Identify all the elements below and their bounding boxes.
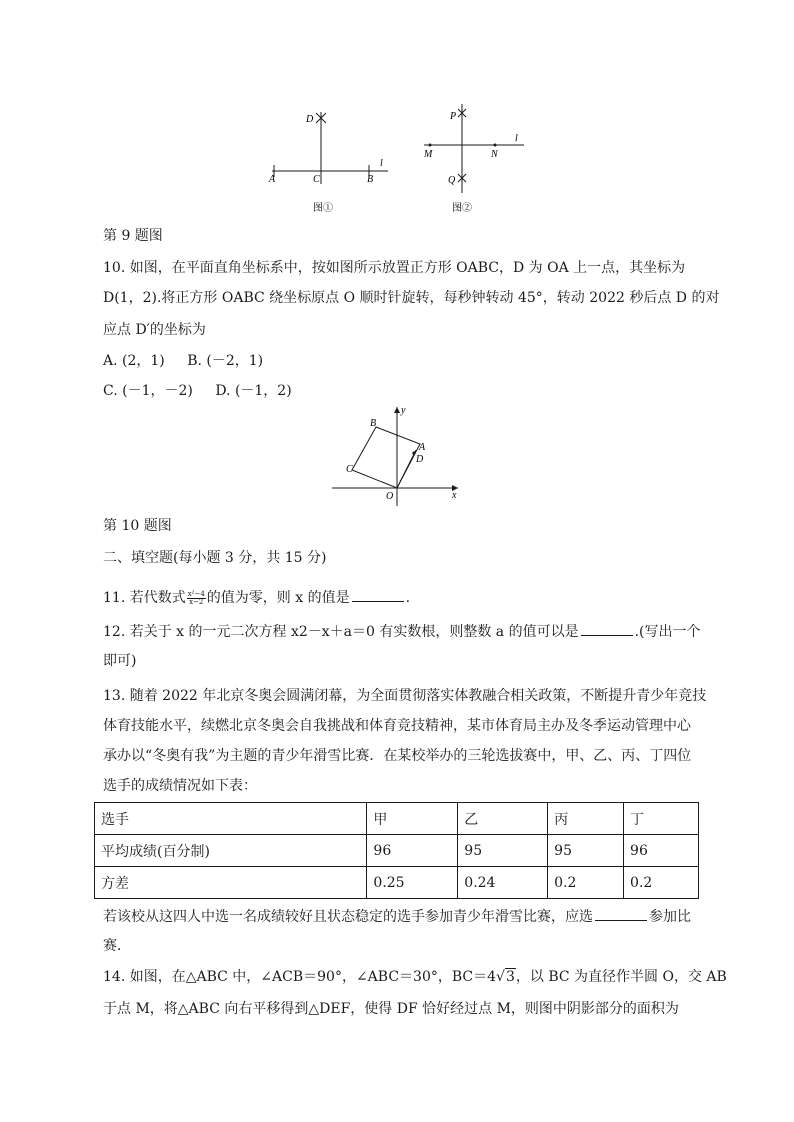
fraction-denominator: x−2 xyxy=(189,597,204,606)
fraction-numerator: x²−4 xyxy=(187,589,205,598)
label-l: l xyxy=(515,133,518,144)
answer-blank[interactable] xyxy=(581,621,633,636)
label-M: M xyxy=(424,149,433,160)
sqrt: √3 xyxy=(496,969,515,985)
header-cell: 乙 xyxy=(458,803,548,835)
label-Q: Q xyxy=(448,175,456,186)
q11 xyxy=(103,587,410,608)
table-cell: 0.2 xyxy=(624,867,699,899)
q9-caption: 第 9 题图 xyxy=(103,228,163,244)
q12-text-end: .(写出一个 xyxy=(634,624,701,640)
option-a: A. (2，1) xyxy=(103,353,165,369)
q10-caption: 第 10 题图 xyxy=(103,518,172,534)
table-cell: 96 xyxy=(367,835,458,867)
q13-after2: 赛． xyxy=(103,938,131,954)
q12-line1 xyxy=(103,621,701,642)
q13-line2: 体育技能水平，续燃北京冬奥会自我挑战和体育竞技精神，某市体育局主办及冬季运动管理中心 xyxy=(103,718,691,734)
q14-line1 xyxy=(103,967,727,987)
figure-1 xyxy=(262,104,394,216)
q10-line2: D(1，2).将正方形 OABC 绕坐标原点 O 顺时针旋转，每秒钟转动 45°，转动 2022 秒后点 D 的对 xyxy=(103,290,720,306)
q10-options-cd xyxy=(103,381,292,401)
caption-fig2: 图② xyxy=(452,203,472,214)
q14-text-post: ，以 BC 为直径作半圆 O，交 AB xyxy=(515,969,727,985)
label-C: C xyxy=(346,464,353,475)
q11-pre: 11. 若代数式 xyxy=(103,590,186,606)
header-cell: 甲 xyxy=(367,803,458,835)
table-cell: 95 xyxy=(458,835,548,867)
table-row xyxy=(95,835,699,867)
table-cell: 0.2 xyxy=(548,867,624,899)
answer-blank[interactable] xyxy=(352,587,404,602)
q11-post: 的值为零，则 x 的值是 xyxy=(206,590,350,606)
option-c: C. (－1，－2) xyxy=(103,383,193,399)
q14-text: 14. 如图，在△ABC 中，∠ACB＝90°，∠ABC＝30°，BC＝4 xyxy=(103,969,497,985)
q10-line1: 10. 如图，在平面直角坐标系中，按如图所示放置正方形 OABC，D 为 OA 上一点，其坐标为 xyxy=(103,260,686,276)
table-header-row xyxy=(95,803,699,835)
option-d: D. (－1，2) xyxy=(215,383,292,399)
label-D: D xyxy=(416,454,424,465)
q12-text: 12. 若关于 x 的一元二次方程 x2－x＋a＝0 有实数根，则整数 a 的值可以是 xyxy=(103,624,579,640)
table-cell: 方差 xyxy=(95,867,367,899)
label-A: A xyxy=(269,174,276,185)
table-cell: 0.25 xyxy=(367,867,458,899)
label-D: D xyxy=(306,114,314,125)
q13-line3: 承办以“冬奥有我”为主题的青少年滑雪比赛．在某校举办的三轮选拔赛中，甲、乙、丙、丁四位 xyxy=(103,748,692,764)
q13-after1 xyxy=(103,906,691,927)
table-cell: 平均成绩(百分制) xyxy=(95,835,367,867)
q13-line4: 选手的成绩情况如下表： xyxy=(103,778,257,794)
label-C: C xyxy=(313,174,320,185)
q11-end: . xyxy=(405,590,411,606)
fraction xyxy=(187,591,206,606)
label-N: N xyxy=(491,149,498,160)
q14-line2: 于点 M，将△ABC 向右平移得到△DEF，使得 DF 恰好经过点 M，则图中阴影部分的面积为 xyxy=(103,1001,679,1017)
sqrt-radicand: 3 xyxy=(505,969,515,985)
q12-line2: 即可) xyxy=(103,653,137,669)
header-cell: 选手 xyxy=(95,803,367,835)
option-b: B. (－2，1) xyxy=(187,353,264,369)
figure-q10 xyxy=(330,403,466,509)
answer-blank[interactable] xyxy=(595,906,647,921)
header-cell: 丙 xyxy=(548,803,624,835)
label-P: P xyxy=(450,111,457,122)
label-O: O xyxy=(386,491,394,502)
table-cell: 0.24 xyxy=(458,867,548,899)
label-B: B xyxy=(370,418,377,429)
table-cell: 95 xyxy=(548,835,624,867)
label-y: y xyxy=(401,405,406,416)
q13-after-text-end: 参加比 xyxy=(649,909,691,925)
caption-fig1: 图① xyxy=(313,203,333,214)
header-cell: 丁 xyxy=(624,803,699,835)
label-B: B xyxy=(367,174,374,185)
q13-after-text: 若该校从这四人中选一名成绩较好且状态稳定的选手参加青少年滑雪比赛，应选 xyxy=(103,909,593,925)
label-l: l xyxy=(380,158,383,169)
table-row xyxy=(95,867,699,899)
q13-line1: 13. 随着 2022 年北京冬奥会圆满闭幕，为全面贯彻落实体教融合相关政策，不断提升青少年竞技 xyxy=(103,688,707,704)
score-table xyxy=(94,802,699,899)
q10-line3: 应点 D′的坐标为 xyxy=(103,322,206,338)
section-2-heading: 二、填空题(每小题 3 分，共 15 分) xyxy=(103,550,327,566)
label-A: A xyxy=(419,442,426,453)
q10-options-ab xyxy=(103,351,263,371)
table-cell: 96 xyxy=(624,835,699,867)
label-x: x xyxy=(452,490,457,501)
figure-2 xyxy=(418,98,530,216)
